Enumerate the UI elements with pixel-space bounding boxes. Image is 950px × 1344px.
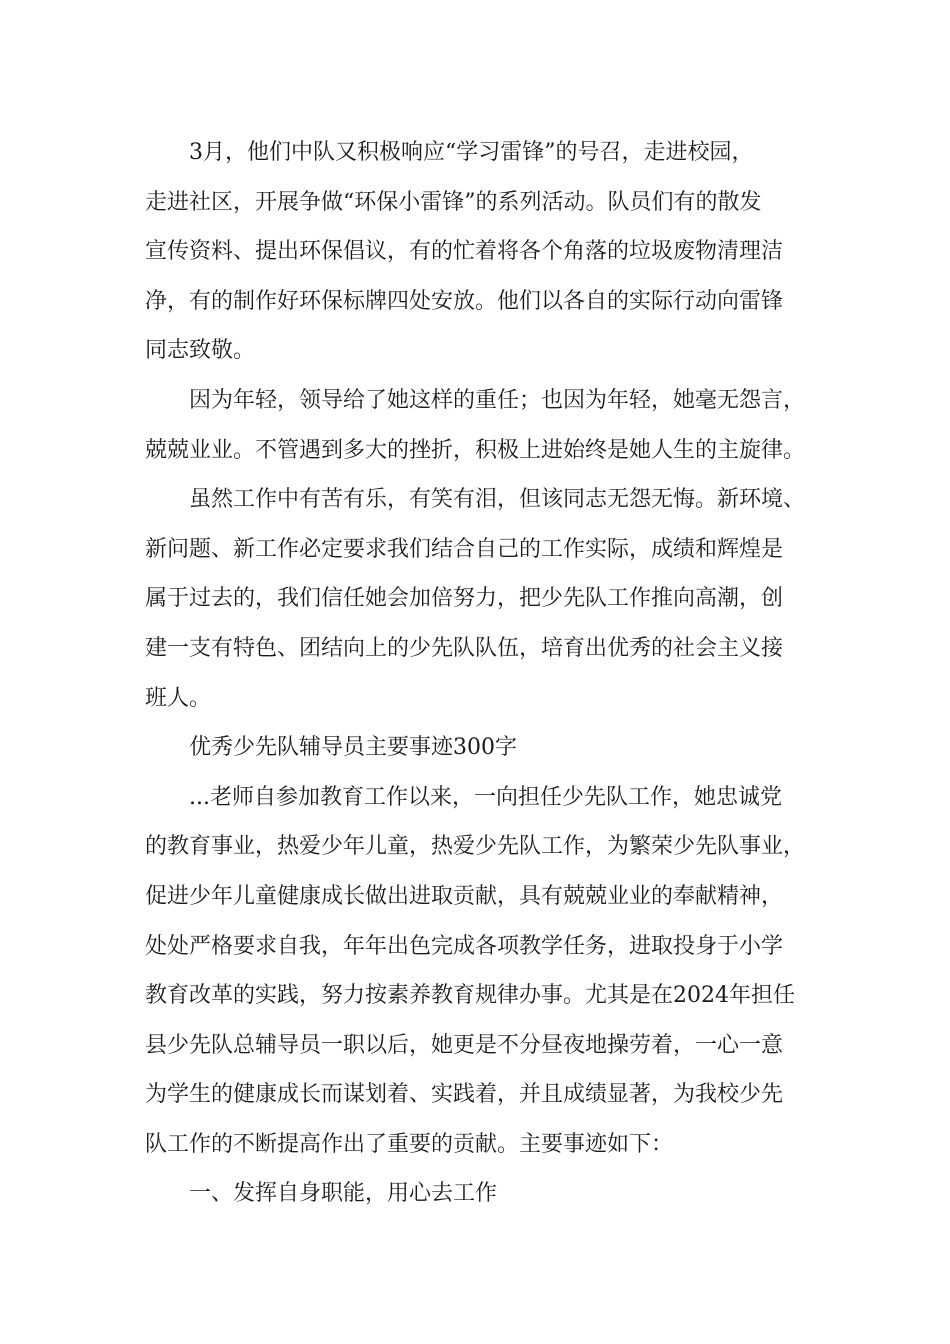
paragraph-line: 教育改革的实践，努力按素养教育规律办事。尤其是在2024年担任 [145,983,795,1009]
paragraph-line: 班人。 [145,685,212,711]
paragraph-3 [145,475,835,723]
paragraph-line: ...老师自参加教育工作以来，一向担任少先队工作，她忠诚党 [189,784,782,810]
paragraph-line: 处处严格要求自我，年年出色完成各项教学任务，进取投身于小学 [145,933,784,959]
document-body [145,128,835,1219]
section-heading [145,723,835,773]
paragraph-line: 虽然工作中有苦有乐，有笑有泪，但该同志无怨无悔。新环境、 [189,487,806,513]
paragraph-line: 净，有的制作好环保标牌四处安放。他们以各自的实际行动向雷锋 [145,288,784,314]
paragraph-line: 同志致敬。 [145,338,256,364]
paragraph-4 [145,773,835,1170]
paragraph-line: 因为年轻，领导给了她这样的重任；也因为年轻，她毫无怨言， [189,387,806,413]
paragraph-2 [145,376,835,475]
paragraph-line: 宣传资料、提出环保倡议，有的忙着将各个角落的垃圾废物清理洁 [145,239,784,265]
paragraph-line: 队工作的不断提高作出了重要的贡献。主要事迹如下： [145,1131,674,1157]
section-title: 优秀少先队辅导员主要事迹300字 [189,735,517,761]
paragraph-line: 新问题、新工作必定要求我们结合自己的工作实际，成绩和辉煌是 [145,536,784,562]
paragraph-line: 促进少年儿童健康成长做出进取贡献，具有兢兢业业的奉献精神， [145,883,784,909]
paragraph-1 [145,128,835,376]
paragraph-line: 县少先队总辅导员一职以后，她更是不分昼夜地操劳着，一心一意 [145,1032,784,1058]
paragraph-line: 为学生的健康成长而谋划着、实践着，并且成绩显著，为我校少先 [145,1082,784,1108]
subsection-title: 一、发挥自身职能，用心去工作 [189,1181,498,1207]
paragraph-line: 建一支有特色、团结向上的少先队队伍，培育出优秀的社会主义接 [145,635,784,661]
paragraph-line: 属于过去的，我们信任她会加倍努力，把少先队工作推向高潮，创 [145,586,784,612]
paragraph-line: 走进社区，开展争做“环保小雷锋”的系列活动。队员们有的散发 [145,189,762,215]
subsection-heading [145,1169,835,1219]
paragraph-line: 的教育事业，热爱少年儿童，热爱少先队工作，为繁荣少先队事业， [145,834,806,860]
paragraph-line: 兢兢业业。不管遇到多大的挫折，积极上进始终是她人生的主旋律。 [145,437,806,463]
paragraph-line: 3月，他们中队又积极响应“学习雷锋”的号召，走进校园， [189,140,754,165]
